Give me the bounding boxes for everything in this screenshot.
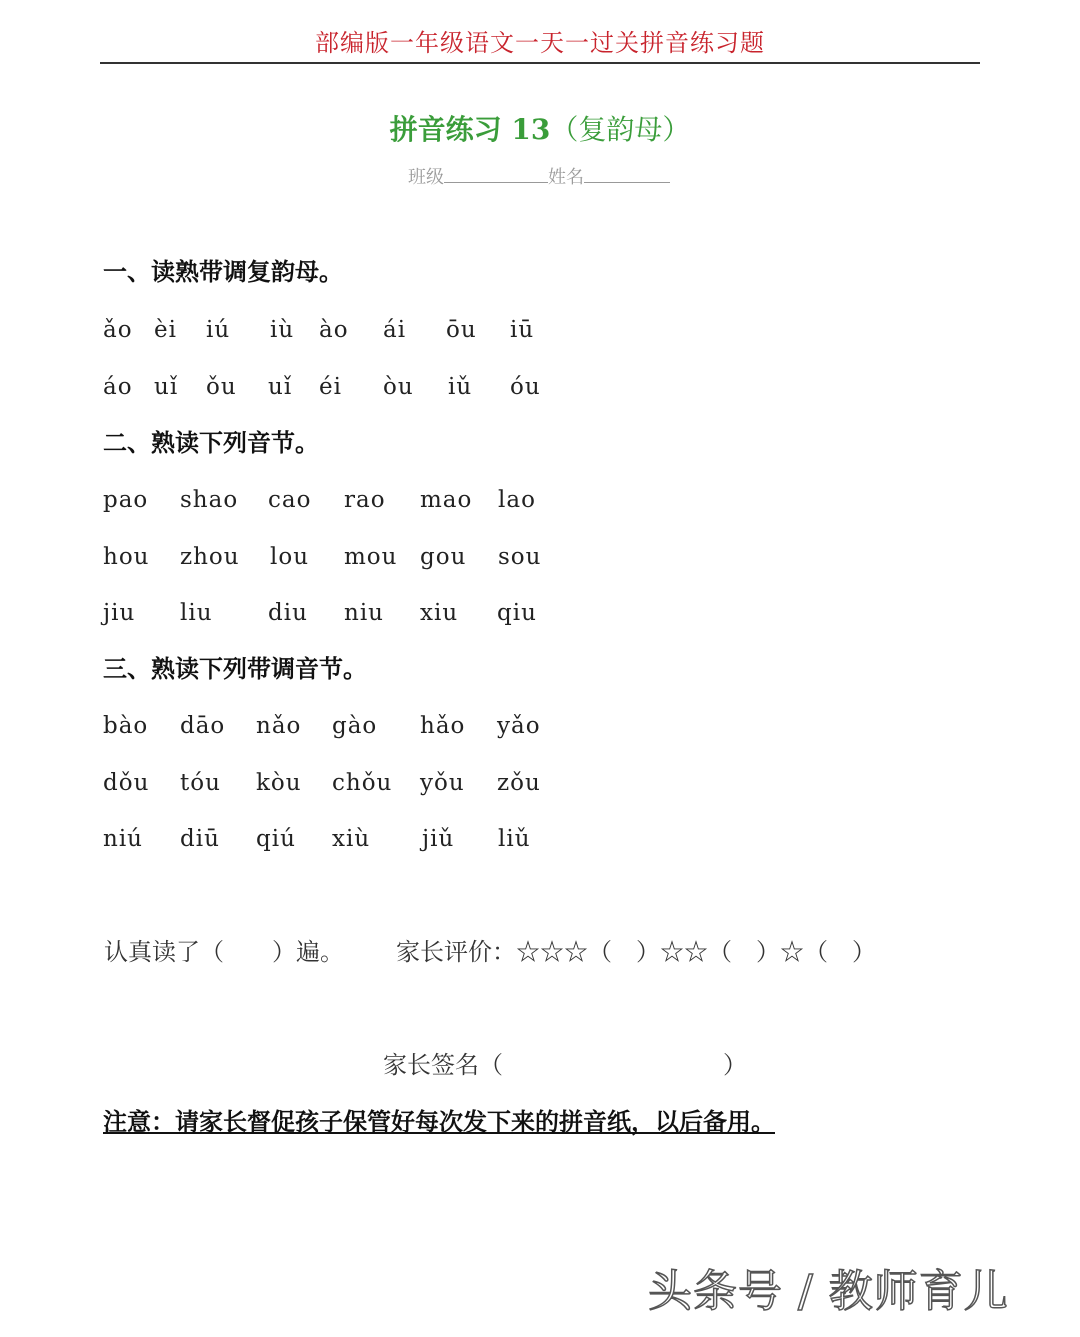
section-2-row-1 bbox=[0, 483, 1080, 517]
syllable: sou bbox=[498, 544, 542, 570]
syllable: pao bbox=[103, 487, 149, 513]
section-1-row-1 bbox=[0, 313, 1080, 347]
syllable: iú bbox=[206, 317, 231, 343]
syllable: iǔ bbox=[448, 374, 473, 400]
syllable: ǒu bbox=[206, 374, 237, 400]
syllable: lou bbox=[270, 544, 310, 570]
section-2-row-3 bbox=[0, 596, 1080, 630]
class-label: 班级 bbox=[408, 167, 444, 188]
syllable: shao bbox=[180, 487, 239, 513]
student-info-line bbox=[408, 162, 670, 192]
syllable: kòu bbox=[256, 770, 302, 796]
syllable: zǒu bbox=[497, 770, 541, 796]
syllable: chǒu bbox=[332, 770, 393, 796]
signature-close: ） bbox=[723, 1051, 747, 1079]
syllable: rao bbox=[344, 487, 386, 513]
section-1-heading: 一、读熟带调复韵母。 bbox=[103, 257, 343, 286]
syllable: jiu bbox=[103, 600, 136, 626]
page-header bbox=[100, 24, 980, 64]
syllable: qiu bbox=[497, 600, 537, 626]
section-3-row-1 bbox=[0, 709, 1080, 743]
section-3-row-2 bbox=[0, 766, 1080, 800]
parent-evaluation[interactable]: 家长评价：☆☆☆（ ）☆☆（ ）☆（ ） bbox=[396, 938, 876, 966]
syllable: yǎo bbox=[497, 713, 541, 739]
parent-signature[interactable] bbox=[383, 1047, 747, 1083]
syllable: ōu bbox=[446, 317, 477, 343]
syllable: dāo bbox=[180, 713, 226, 739]
syllable: óu bbox=[510, 374, 541, 400]
syllable: tóu bbox=[180, 770, 221, 796]
syllable: mou bbox=[344, 544, 398, 570]
syllable: dǒu bbox=[103, 770, 150, 796]
syllable: liǔ bbox=[498, 826, 531, 852]
syllable: nǎo bbox=[256, 713, 302, 739]
syllable: liu bbox=[180, 600, 213, 626]
note-text: 注意：请家长督促孩子保管好每次发下来的拼音纸，以后备用。 bbox=[103, 1107, 775, 1136]
syllable: niú bbox=[103, 826, 143, 852]
section-3-row-3 bbox=[0, 822, 1080, 856]
section-3-heading: 三、熟读下列带调音节。 bbox=[103, 654, 367, 683]
name-blank[interactable] bbox=[584, 162, 670, 183]
syllable: xiù bbox=[332, 826, 371, 852]
syllable: èi bbox=[154, 317, 177, 343]
name-label: 姓名 bbox=[548, 167, 584, 188]
section-2-heading: 二、熟读下列音节。 bbox=[103, 428, 319, 457]
syllable: éi bbox=[319, 374, 342, 400]
signature-label: 家长签名（ bbox=[383, 1051, 503, 1079]
syllable: ǎo bbox=[103, 317, 133, 343]
syllable: diū bbox=[180, 826, 220, 852]
syllable: gào bbox=[332, 713, 378, 739]
class-blank[interactable] bbox=[444, 162, 548, 183]
syllable: qiú bbox=[256, 826, 296, 852]
syllable: bào bbox=[103, 713, 149, 739]
syllable: yǒu bbox=[420, 770, 465, 796]
section-2-row-2 bbox=[0, 540, 1080, 574]
header-title: 部编版一年级语文一天一过关拼音练习题 bbox=[315, 29, 765, 57]
syllable: òu bbox=[383, 374, 414, 400]
syllable: hou bbox=[103, 544, 150, 570]
syllable: niu bbox=[344, 600, 384, 626]
watermark: 头条号 / 教师育儿 bbox=[648, 1266, 1009, 1317]
syllable: iū bbox=[510, 317, 535, 343]
worksheet-title bbox=[0, 110, 1080, 150]
syllable: zhou bbox=[180, 544, 240, 570]
syllable: cao bbox=[268, 487, 312, 513]
syllable: ái bbox=[383, 317, 407, 343]
title-main: 拼音练习 13 bbox=[389, 113, 551, 146]
syllable: uǐ bbox=[154, 374, 179, 400]
syllable: iù bbox=[270, 317, 295, 343]
parent-note bbox=[103, 1104, 799, 1140]
title-subtitle: （复韵母） bbox=[550, 113, 691, 146]
syllable: lao bbox=[498, 487, 536, 513]
syllable: áo bbox=[103, 374, 133, 400]
syllable: diu bbox=[268, 600, 308, 626]
syllable: gou bbox=[420, 544, 467, 570]
syllable: hǎo bbox=[420, 713, 466, 739]
section-1-row-2 bbox=[0, 370, 1080, 404]
syllable: uǐ bbox=[268, 374, 293, 400]
read-times-field[interactable]: 认真读了（ ）遍。 bbox=[104, 938, 344, 966]
syllable: jiǔ bbox=[422, 826, 455, 852]
syllable: mao bbox=[420, 487, 473, 513]
syllable: xiu bbox=[420, 600, 459, 626]
syllable: ào bbox=[319, 317, 349, 343]
